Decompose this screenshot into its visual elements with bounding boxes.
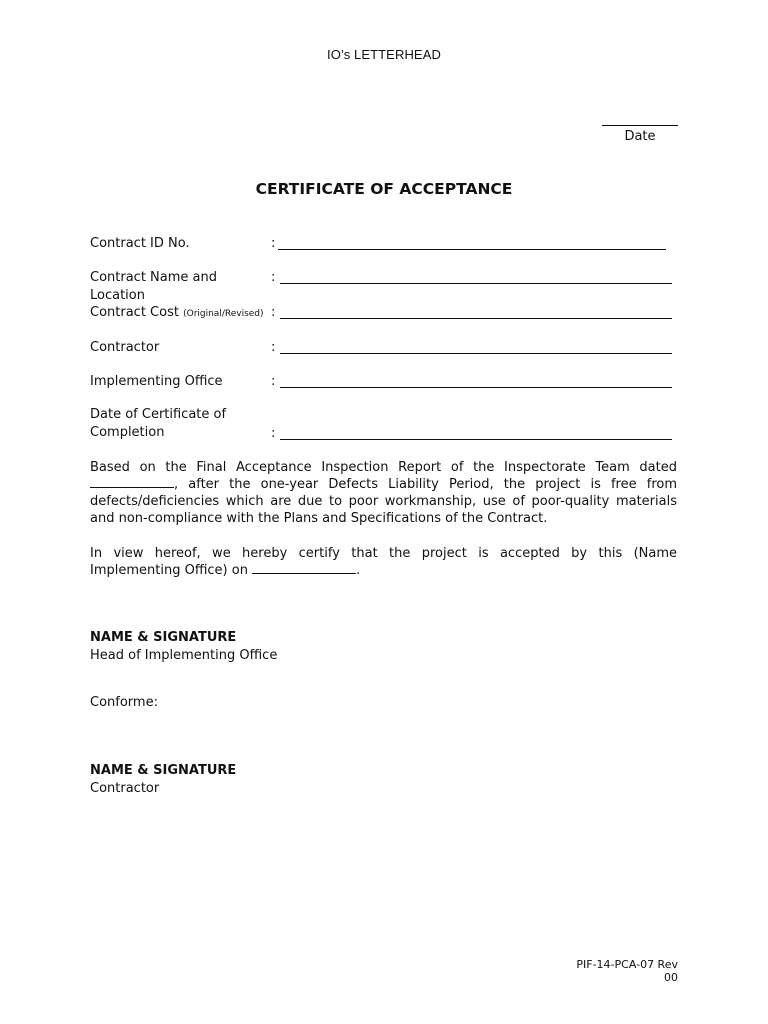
field-colon: :: [271, 426, 276, 441]
field-colon: :: [271, 305, 276, 320]
conforme-label: Conforme:: [90, 695, 158, 710]
field-contract-cost: [90, 304, 680, 324]
field-blank-line: [280, 353, 672, 354]
date-blank-line: [602, 125, 678, 126]
field-contractor: [90, 339, 680, 359]
field-label-text: Date of Certificate of Completion: [90, 407, 227, 440]
field-label-text: Contract Name and Location: [90, 270, 217, 303]
field-blank-line: [280, 439, 672, 440]
field-label-text: Contract ID No.: [90, 236, 190, 251]
field-blank-line: [280, 387, 672, 388]
field-label: [90, 269, 276, 305]
letterhead: IO’s LETTERHEAD: [327, 47, 441, 62]
signature-role-contractor: Contractor: [90, 781, 160, 796]
acceptance-date-blank: [252, 562, 356, 574]
field-implementing-office: [90, 373, 680, 393]
field-label: [90, 406, 230, 442]
field-colon: :: [271, 340, 276, 355]
field-label: [90, 304, 270, 323]
field-colon: :: [271, 374, 276, 389]
field-colon: :: [271, 236, 276, 251]
date-label: Date: [624, 129, 656, 144]
field-label: [90, 235, 270, 253]
field-label-note: (Original/Revised): [183, 309, 264, 319]
field-label: [90, 373, 270, 391]
field-date-certificate-completion: [90, 406, 680, 446]
field-label-text: Contractor: [90, 340, 160, 355]
paragraph-inspection: [90, 459, 677, 527]
field-label: [90, 339, 270, 357]
signature-name-head: NAME & SIGNATURE: [90, 630, 237, 645]
paragraph-text: .: [356, 563, 361, 578]
field-blank-line: [280, 318, 672, 319]
field-contract-name-location: [90, 269, 680, 303]
form-code: PIF-14-PCA-07 Rev 00: [576, 958, 678, 984]
field-blank-line: [280, 283, 672, 284]
paragraph-certification: [90, 545, 677, 579]
inspection-date-blank: [90, 476, 174, 488]
field-colon: :: [271, 270, 276, 285]
field-contract-id: [90, 235, 680, 255]
paragraph-text: Based on the Final Acceptance Inspection Report of the Inspectorate Team dated: [90, 460, 677, 475]
signature-name-contractor: NAME & SIGNATURE: [90, 763, 237, 778]
paragraph-text: , after the one-year Defects Liability Period, the project is free from defects/deficiencies which are due to poor workmanship, use of poor-quality materials and non-compliance with the Plans and Specifications of the Contract.: [90, 477, 677, 526]
field-blank-line: [278, 249, 666, 250]
field-label-text: Contract Cost: [90, 305, 184, 320]
document-title: CERTIFICATE OF ACCEPTANCE: [255, 180, 513, 198]
signature-role-head: Head of Implementing Office: [90, 648, 278, 663]
paragraph-text: In view hereof, we hereby certify that the project is accepted by this (Name Implementing Office) on: [90, 546, 677, 578]
field-label-text: Implementing Office: [90, 374, 223, 389]
